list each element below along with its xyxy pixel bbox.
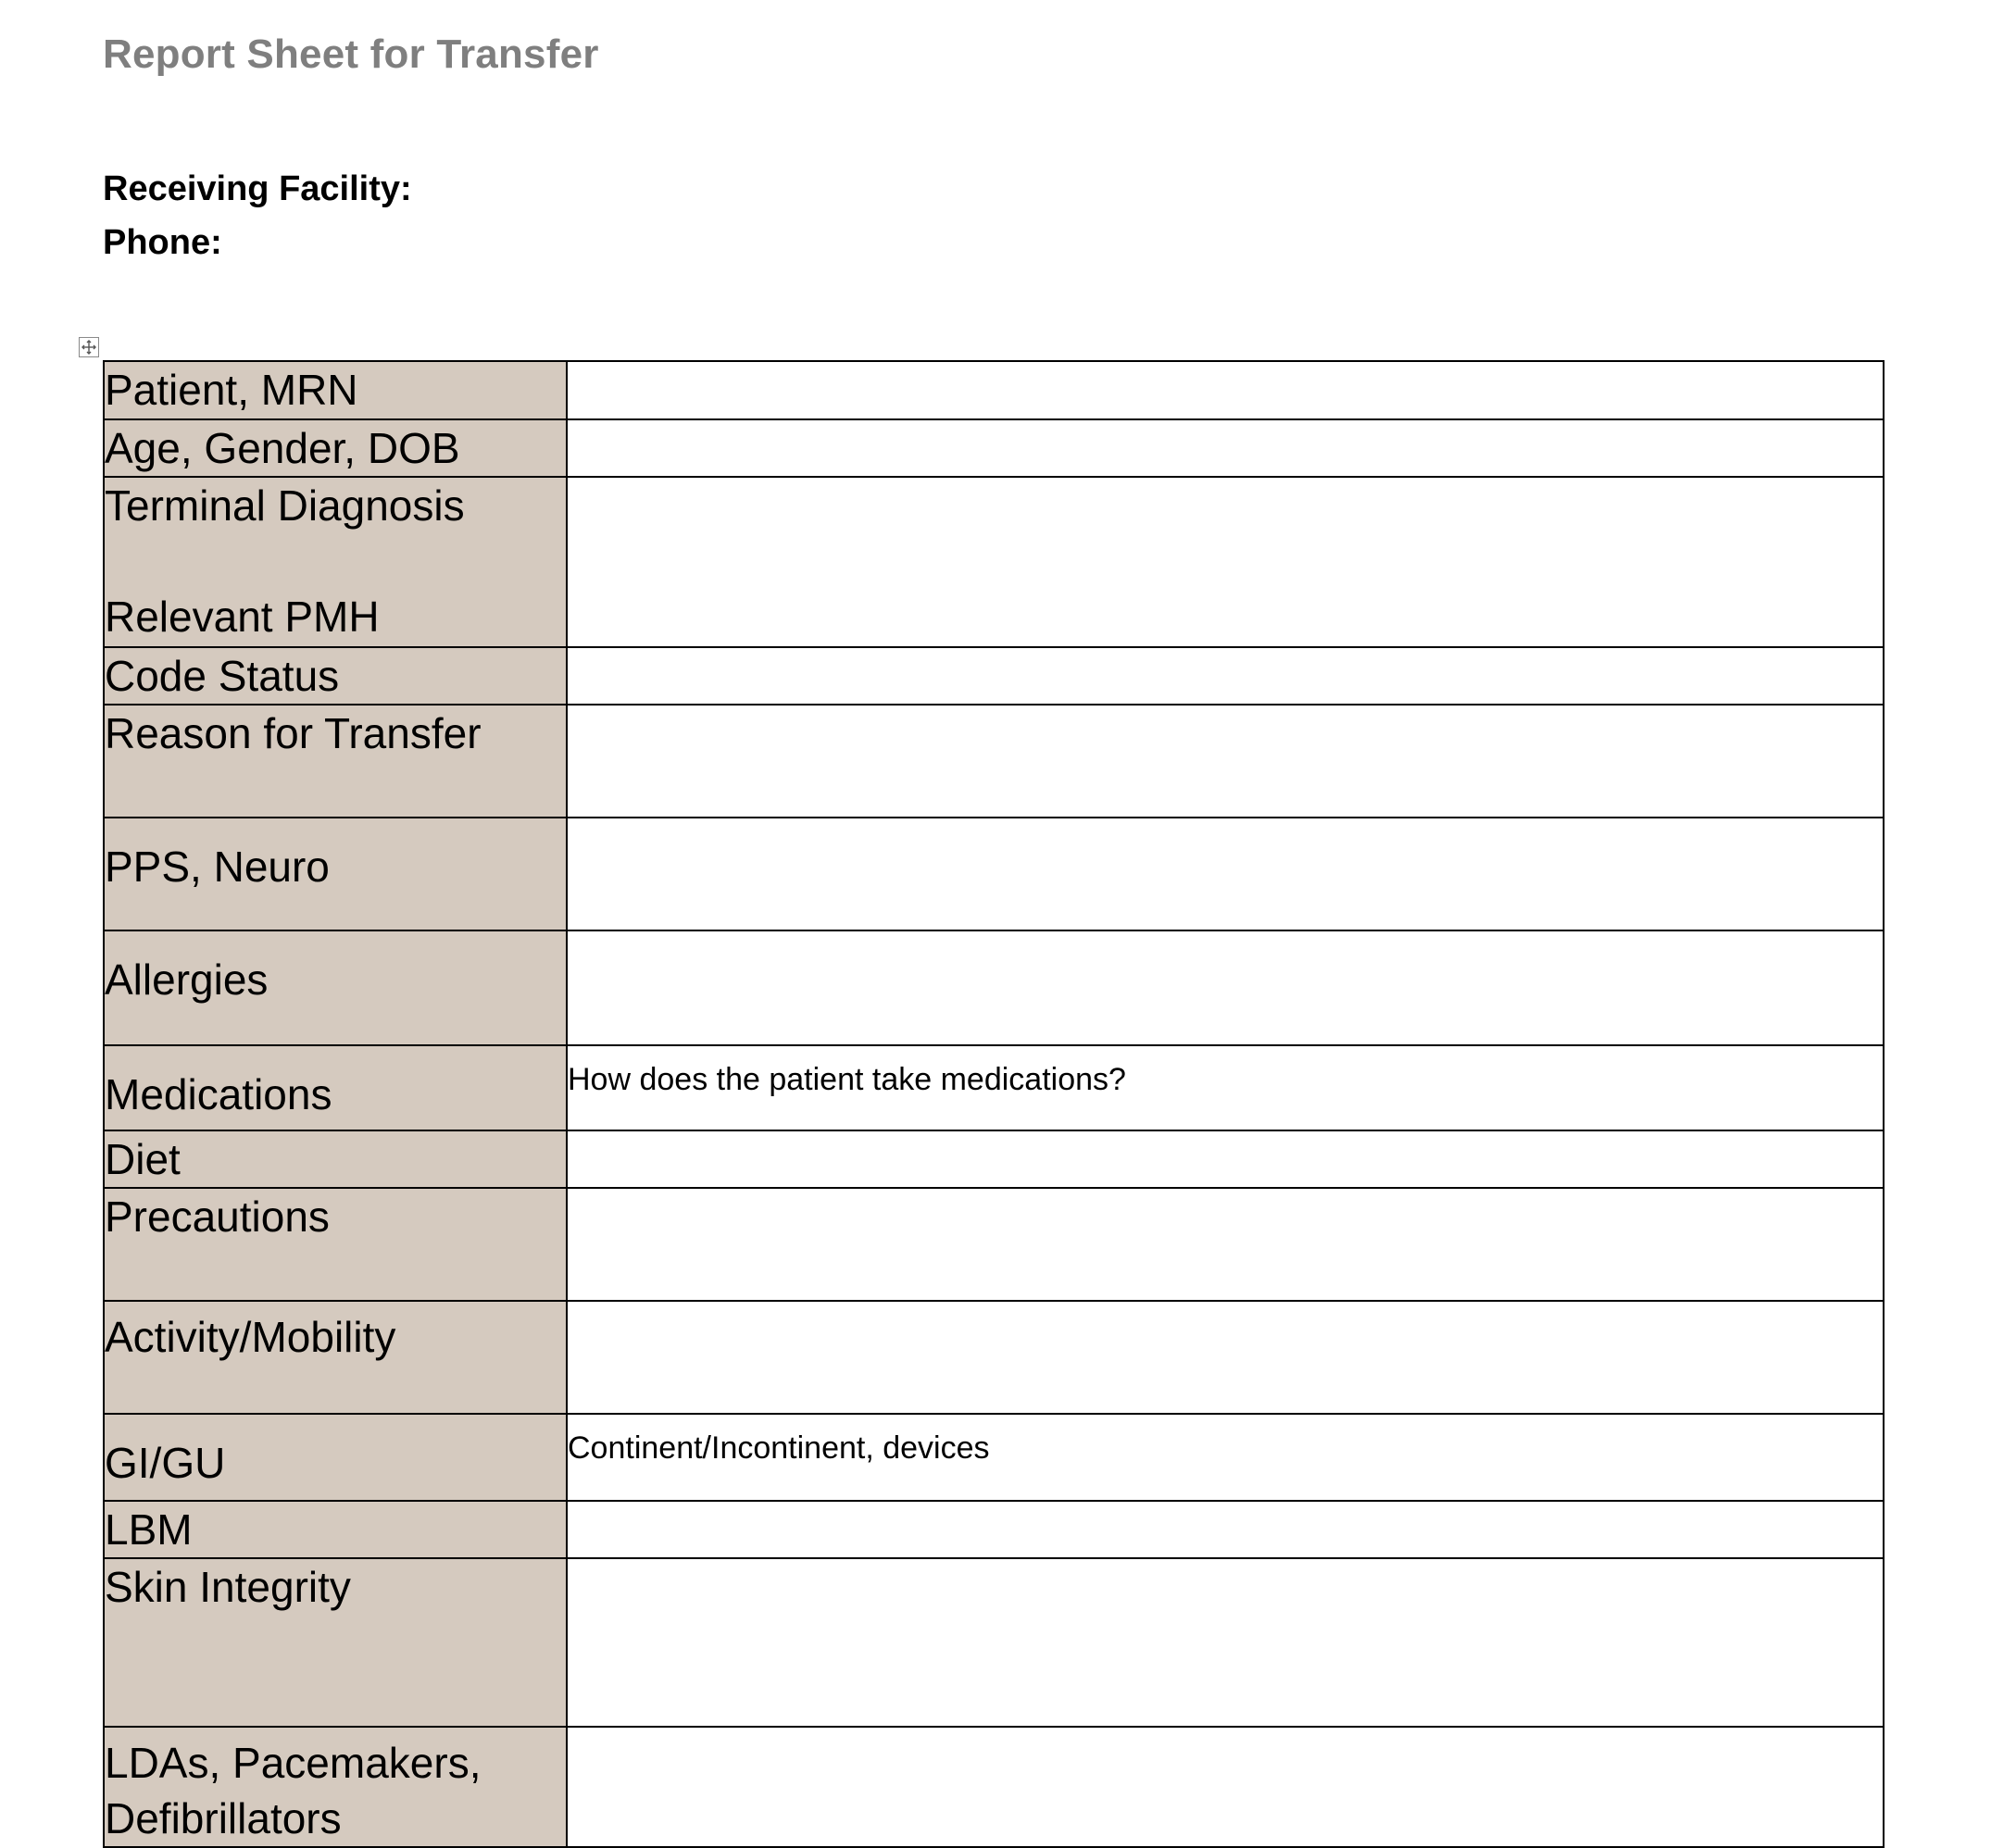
row-label-cell [104,1501,567,1558]
row-label-cell [104,1727,567,1847]
row-label: GI/GU [105,1439,226,1487]
row-label-cell [104,1130,567,1188]
row-label-cell [104,1558,567,1727]
row-value-field[interactable] [567,1130,1884,1188]
row-value-field[interactable] [567,419,1884,477]
table-row [104,1188,1884,1301]
row-value-field[interactable]: Continent/Incontinent, devices [567,1414,1884,1501]
row-value-field[interactable] [567,1301,1884,1414]
row-label: Precautions [105,1192,330,1241]
table-row [104,818,1884,930]
row-value-field[interactable] [567,477,1884,647]
table-row [104,1045,1884,1130]
row-label: Medications [105,1070,332,1118]
row-label-cell [104,930,567,1045]
row-label-cell [104,1301,567,1414]
row-label-secondary: Defibrillators [105,1794,342,1842]
row-value-field[interactable] [567,705,1884,818]
row-label: Code Status [105,652,340,700]
row-value-field[interactable] [567,930,1884,1045]
row-value-field[interactable] [567,1188,1884,1301]
row-label: Age, Gender, DOB [105,424,460,472]
row-label-cell [104,361,567,419]
table-row [104,477,1884,647]
table-move-handle[interactable] [79,337,99,357]
row-label: Reason for Transfer [105,709,482,757]
row-value-field[interactable]: How does the patient take medications? [567,1045,1884,1130]
move-arrows-icon [80,338,98,356]
phone-label: Phone: [103,223,222,262]
table-row [104,419,1884,477]
row-label-cell [104,477,567,647]
row-label: LDAs, Pacemakers, [105,1739,482,1787]
table-row [104,1414,1884,1501]
row-label: Activity/Mobility [105,1313,396,1361]
row-label: Terminal Diagnosis [105,481,465,530]
row-label: Diet [105,1135,181,1183]
transfer-report-table [103,360,1885,1848]
row-value-field[interactable] [567,647,1884,705]
row-label-cell [104,1414,567,1501]
row-value-field[interactable] [567,361,1884,419]
table-row [104,930,1884,1045]
row-label: LBM [105,1505,193,1554]
table-row [104,1727,1884,1847]
table-row [104,1501,1884,1558]
document-title: Report Sheet for Transfer [103,31,599,77]
label-spacer [105,533,566,589]
table-row [104,361,1884,419]
row-label-cell [104,818,567,930]
table-row [104,1130,1884,1188]
row-value-field[interactable] [567,1501,1884,1558]
row-label-cell [104,1188,567,1301]
row-label-secondary: Relevant PMH [105,593,380,641]
row-label: PPS, Neuro [105,843,330,891]
row-value-field[interactable] [567,818,1884,930]
row-label-cell [104,1045,567,1130]
table-row [104,1301,1884,1414]
row-label: Skin Integrity [105,1563,351,1611]
row-label-cell [104,647,567,705]
row-value-field[interactable] [567,1727,1884,1847]
table-row [104,647,1884,705]
row-label-cell [104,419,567,477]
row-label: Patient, MRN [105,366,358,414]
table-row [104,1558,1884,1727]
table-row [104,705,1884,818]
row-label: Allergies [105,955,269,1004]
receiving-facility-label: Receiving Facility: [103,169,412,208]
row-label-cell [104,705,567,818]
row-value-field[interactable] [567,1558,1884,1727]
